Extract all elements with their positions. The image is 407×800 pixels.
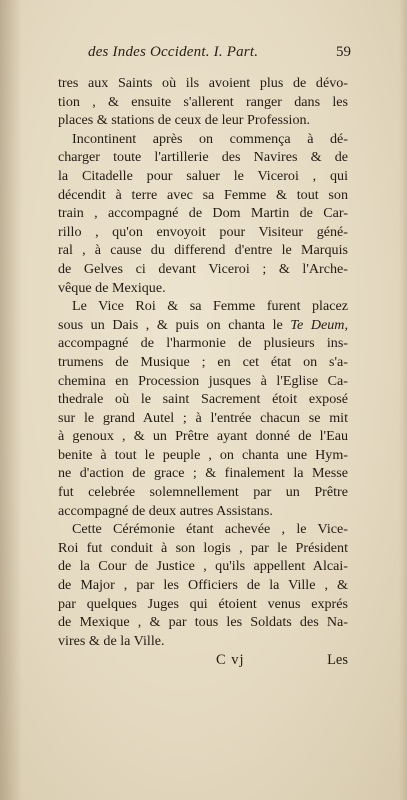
text-line: la Citadelle pour saluer le Viceroi , qui [58, 167, 348, 184]
catchword: Les [327, 652, 348, 668]
page-edge-shadow [399, 0, 407, 800]
text-line: par quelques Juges qui étoient venus exprés [58, 595, 348, 612]
text-line [58, 316, 348, 335]
text-line: accompagné de deux autres Assistans. [58, 502, 273, 519]
text-line: Incontinent après on commença à dé- [72, 130, 348, 147]
text-line: ral , à cause du differend d'entre le Marquis [58, 242, 348, 259]
text-line: benite à tout le peuple , on chanta une Hym- [58, 446, 348, 463]
text-line: sur le grand Autel ; à l'entrée chacun se mit [58, 409, 348, 426]
text-line: Roi fut conduit à son logis , par le Président [58, 539, 348, 556]
text-line: places & stations de ceux de leur Profession. [58, 112, 311, 129]
text-line: rillo , qu'on envoyoit pour Visiteur géné- [58, 223, 348, 240]
text-fragment: sous un Dais , & puis on chanta le [58, 316, 283, 333]
text-line: trumens de Musique ; en cet état on s'a- [58, 353, 348, 370]
signature-mark: C vj [216, 652, 245, 668]
text-line: train , accompagné de Dom Martin de Car- [58, 205, 348, 222]
gutter-shadow [0, 0, 22, 800]
text-line: thedrale où le saint Sacrement étoit exposé [58, 391, 348, 408]
text-line: ne d'action de grace ; & finalement la Messe [58, 465, 348, 482]
page-header [88, 44, 351, 66]
text-line: de Major , par les Officiers de la Ville , & [58, 577, 348, 594]
page-footer [58, 652, 348, 672]
text-line: décendit à terre avec sa Femme & tout son [58, 186, 348, 203]
text-line: vêque de Mexique. [58, 279, 166, 296]
text-line: à genoux , & un Prêtre ayant donné de l'Eau [58, 428, 348, 445]
body-text [58, 74, 348, 650]
text-line: vires & de la Ville. [58, 632, 165, 649]
text-line: de Mexique , & par tous les Soldats des Na- [58, 614, 348, 631]
text-line: de la Cour de Justice , qu'ils appellent Alcai- [58, 558, 348, 575]
text-line: tres aux Saints où ils avoient plus de dévo- [58, 75, 348, 91]
text-line: accompagné de l'harmonie de plusieurs ins- [58, 335, 348, 352]
text-line: tion , & ensuite s'allerent ranger dans les [58, 93, 348, 110]
text-line: Cette Cérémonie étant achevée , le Vice- [72, 521, 348, 538]
te-deum-italic: Te Deum, [290, 316, 349, 333]
text-line: chemina en Procession jusques à l'Eglise Ca- [58, 372, 348, 389]
running-head: des Indes Occident. I. Part. [88, 44, 259, 60]
text-line: charger toute l'artillerie des Navires & de [58, 149, 348, 166]
text-line: fut celebrée solemnellement par un Prêtre [58, 484, 348, 501]
text-line: de Gelves ci devant Viceroi ; & l'Arche- [58, 260, 348, 277]
text-line: Le Vice Roi & sa Femme furent placez [72, 298, 348, 315]
page-number: 59 [336, 44, 351, 60]
